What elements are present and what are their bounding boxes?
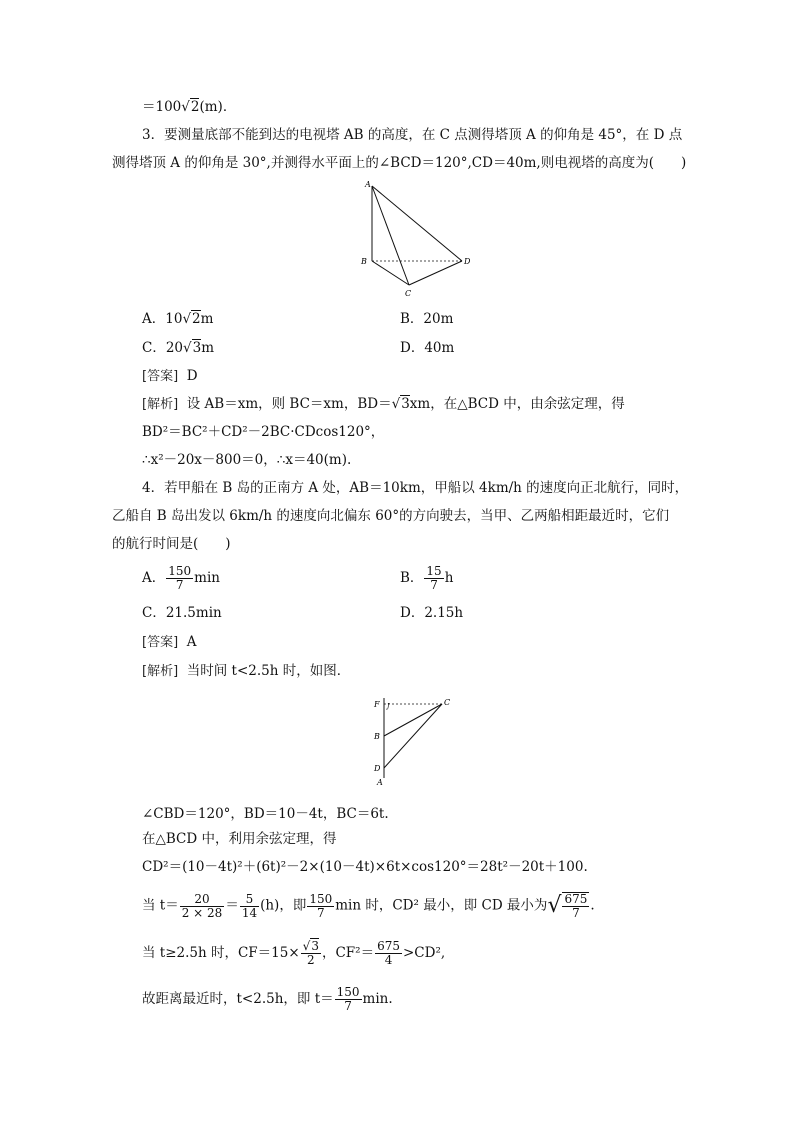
q3-answer-tag: [答案] bbox=[142, 369, 179, 384]
q3-analysis-line1: [解析] 设 AB＝xm，则 BC＝xm，BD＝√3xm，在△BCD 中，由余弦定理，得 bbox=[142, 396, 625, 412]
q4-option-d: D．2.15h bbox=[400, 605, 464, 621]
q3-stem-line1: 3．要测量底部不能到达的电视塔 AB 的高度，在 C 点测得塔顶 A 的仰角是 45°，在 D 点 bbox=[142, 127, 683, 143]
q3-label-b: B bbox=[361, 257, 367, 266]
q3-label-d: D bbox=[464, 257, 471, 266]
q4-answer-tag: [答案] bbox=[142, 635, 179, 650]
q3-option-d: D．40m bbox=[400, 340, 455, 356]
q4-stem-line1: 4．若甲船在 B 岛的正南方 A 处，AB＝10km，甲船以 4km/h 的速度向正北航行，同时， bbox=[142, 480, 689, 496]
q4-analysis-tag: [解析] bbox=[142, 664, 179, 679]
q4-edge-dc bbox=[384, 704, 442, 768]
q4-edge-bc bbox=[384, 704, 442, 736]
q3-answer bbox=[142, 366, 198, 387]
prev-sqrt: 2 bbox=[190, 99, 200, 115]
q3-stem-line2: 测得塔顶 A 的仰角是 30°,并测得水平面上的∠BCD＝120°,CD＝40m,则电视塔的高度为( ) bbox=[112, 155, 687, 171]
prev-tail: (m)． bbox=[199, 99, 237, 115]
q4-stem-line2: 乙船自 B 岛出发以 6km/h 的速度向北偏东 60°的方向驶去，当甲、乙两船相距最近时，它们 bbox=[112, 508, 670, 524]
q3-label-a: A bbox=[365, 180, 371, 189]
q3-edge-bc bbox=[372, 261, 409, 285]
q4-option-a: A． $\frac{150}{7}$ min bbox=[142, 564, 220, 592]
q3-label-c: C bbox=[405, 289, 412, 298]
q4-analysis-intro: [解析] 当时间 t<2.5h 时，如图． bbox=[142, 663, 351, 679]
q4-label-c: C bbox=[444, 698, 451, 707]
q3-option-a: A．10√2m bbox=[142, 311, 214, 327]
q3-analysis-line3: ∴x²－20x－800＝0，∴x＝40(m). bbox=[142, 452, 352, 468]
q4-figure bbox=[370, 694, 460, 786]
q4-label-f: F bbox=[374, 700, 380, 709]
q3-option-b: B．20m bbox=[400, 311, 454, 327]
q3-edge-cd bbox=[409, 261, 462, 285]
prev-answer-line: ＝100√2(m)． bbox=[142, 99, 237, 115]
q4-label-j: J bbox=[387, 703, 390, 710]
q4-step5: 当 t≥2.5h 时，CF＝15× $\frac{√3}{2}$ ，CF²＝ $\frac{675}{4}$ >CD², bbox=[142, 939, 446, 967]
q4-step4: 当 t＝ $\frac{20}{2 \times 28}$ ＝ $\frac{5}{14}$ (h)，即 $\frac{150}{7}$ min 时，CD² 最小，即 CD 最小为√ $\frac{675}{7}$ . bbox=[142, 891, 595, 920]
q4-label-d: D bbox=[374, 764, 381, 773]
q4-step1: ∠CBD＝120°，BD＝10－4t，BC＝6t. bbox=[142, 806, 389, 822]
q3-analysis-tag: [解析] bbox=[142, 397, 179, 412]
q4-answer-value: A bbox=[186, 634, 197, 650]
q4-step2: 在△BCD 中，利用余弦定理，得 bbox=[142, 831, 337, 847]
q4-label-a: A bbox=[377, 778, 383, 786]
q3-figure bbox=[352, 178, 482, 300]
q4-stem-line3: 的航行时间是( ) bbox=[112, 536, 231, 552]
q3-option-c: C．20√3m bbox=[142, 340, 215, 356]
q4-label-b: B bbox=[374, 732, 380, 741]
q3-answer-value: D bbox=[186, 368, 198, 384]
q3-analysis-line2: BD²＝BC²＋CD²－2BC·CDcos120°， bbox=[142, 424, 385, 440]
q4-answer bbox=[142, 632, 197, 653]
q4-step6: 故距离最近时，t<2.5h，即 t＝ $\frac{150}{7}$ min. bbox=[142, 985, 393, 1013]
q4-option-c: C．21.5min bbox=[142, 605, 222, 621]
q4-option-b: B． $\frac{15}{7}$ h bbox=[400, 564, 454, 592]
prev-eq: ＝100 bbox=[142, 99, 182, 115]
q4-step3: CD²＝(10－4t)²＋(6t)²－2×(10－4t)×6t×cos120°＝28t²－20t＋100. bbox=[142, 859, 588, 875]
